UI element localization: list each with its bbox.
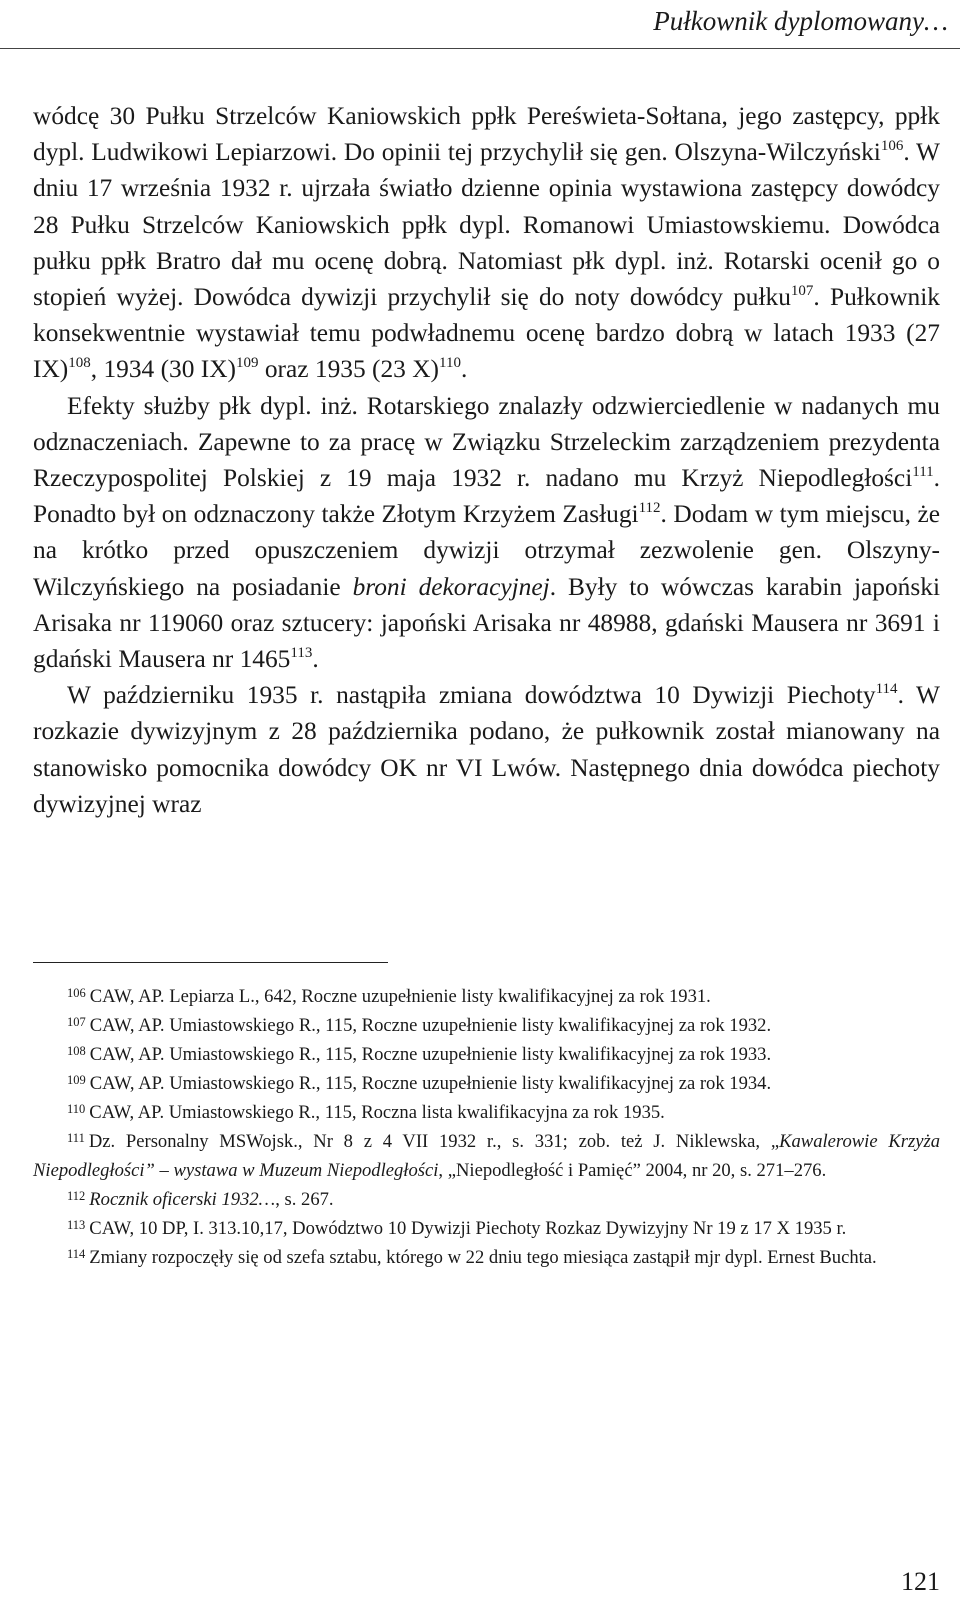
text-run: , s. 267. — [275, 1189, 334, 1210]
text-run: CAW, AP. Umiastowskiego R., 115, Roczne uzupełnienie listy kwalifikacyjnej za rok 1932. — [89, 1015, 772, 1036]
italic-text: Kawalerowie Krzyża Niepodległości” – wystawa w Muzeum Niepodległości — [33, 1131, 940, 1181]
text-run: Zmiany rozpoczęły się od szefa sztabu, którego w 22 dniu tego miesiąca zastąpił mjr dypl. Ernest Buchta. — [89, 1247, 877, 1268]
footnote-number: 107 — [67, 1015, 86, 1029]
footnote-ref: 113 — [290, 645, 313, 662]
text-run: . Dodam w tym miejscu, że na krótko przed opuszczeniem dywizji otrzymał zezwolenie gen. Olszyny-Wilczyńskiego na posiadanie — [33, 500, 940, 601]
text-run: CAW, AP. Umiastowskiego R., 115, Roczna lista kwalifikacyjna za rok 1935. — [89, 1102, 665, 1123]
body-text — [33, 98, 940, 822]
footnote-ref: 110 — [439, 355, 461, 372]
footnote — [33, 1011, 940, 1040]
footnotes — [33, 982, 940, 1272]
text-run: CAW, 10 DP, I. 313.10,17, Dowództwo 10 Dywizji Piechoty Rozkaz Dywizyjny Nr 19 z 17 X 1935 r. — [89, 1218, 847, 1239]
footnote-ref: 109 — [236, 355, 259, 372]
text-run: . W dniu 17 września 1932 r. ujrzała światło dzienne opinia wystawiona zastępcy dowódcy 28 Pułku Strzelców Kaniowskich ppłk dypl. Romanowi Umiastowskiemu. Dowódca pułku ppłk Bratro dał mu ocenę dobrą. Natomiast płk dypl. inż. Rotarski ocenił go o stopień wyżej. Dowódca dywizji przychylił się do noty dowódcy pułku — [33, 138, 941, 312]
footnote — [33, 982, 940, 1011]
footnote-separator — [33, 962, 388, 963]
text-run: CAW, AP. Umiastowskiego R., 115, Roczne uzupełnienie listy kwalifikacyjnej za rok 1933. — [89, 1044, 772, 1065]
footnote-ref: 106 — [880, 138, 904, 155]
running-head: Pułkownik dyplomowany… — [653, 6, 948, 36]
text-run: . Były to wówczas karabin japoński Arisaka nr 119060 oraz sztucery: japoński Arisaka nr 48988, gdański Mausera nr 3691 i gdański Mausera nr 1465 — [33, 572, 940, 674]
text-run: W październiku 1935 r. nastąpiła zmiana dowództwa 10 Dywizji Piechoty — [67, 681, 876, 710]
footnote — [33, 1098, 940, 1127]
footnote-number: 113 — [67, 1218, 86, 1232]
italic-text: broni dekoracyjnej — [352, 572, 550, 601]
text-run: Efekty służby płk dypl. inż. Rotarskiego znalazły odzwierciedlenie w nadanych mu odznaczeniach. Zapewne to za pracę w Związku Strzeleckim zarządzeniem prezydenta Rzeczypospolitej Polskiej z 19 maja 1932 r. nadano mu Krzyż Niepodległości — [33, 391, 940, 493]
footnote — [33, 1185, 940, 1214]
page-number: 121 — [901, 1567, 940, 1596]
footnote — [33, 1040, 940, 1069]
footnote-ref: 112 — [638, 500, 661, 517]
footnote-ref: 108 — [68, 355, 91, 372]
footnote — [33, 1214, 940, 1243]
footnote-number: 114 — [67, 1247, 86, 1261]
footnote-number: 112 — [67, 1189, 86, 1203]
footnote-number: 111 — [67, 1131, 85, 1145]
footnote-number: 108 — [67, 1044, 86, 1058]
text-run: wódcę 30 Pułku Strzelców Kaniowskich ppłk Pereświeta-Sołtana, jego zastępcy, ppłk dypl. Ludwikowi Lepiarzowi. Do opinii tej przychylił się gen. Olszyna-Wilczyński — [33, 102, 940, 167]
text-run: CAW, AP. Lepiarza L., 642, Roczne uzupełnienie listy kwalifikacyjnej za rok 1931. — [89, 986, 711, 1007]
text-run: CAW, AP. Umiastowskiego R., 115, Roczne uzupełnienie listy kwalifikacyjnej za rok 1934. — [89, 1073, 772, 1094]
text-run: . Pułkownik konsekwentnie wystawiał temu podwładnemu ocenę bardzo dobrą w latach 1933 (27 IX) — [33, 283, 940, 384]
text-run: Dz. Personalny MSWojsk., Nr 8 z 4 VII 1932 r., s. 331; zob. też J. Niklewska, „ — [88, 1131, 780, 1152]
footnote-number: 106 — [67, 986, 86, 1000]
footnote-ref: 107 — [790, 283, 814, 300]
paragraph — [33, 388, 940, 678]
text-run: . — [312, 645, 319, 674]
text-run: . — [460, 355, 468, 384]
footnote-number: 110 — [67, 1102, 86, 1116]
footnote — [33, 1127, 940, 1185]
footnote — [33, 1069, 940, 1098]
text-run: oraz 1935 (23 X) — [258, 355, 440, 384]
paragraph — [33, 98, 940, 388]
footnote-ref: 114 — [875, 681, 898, 698]
header-rule — [0, 48, 960, 49]
text-run: . W rozkazie dywizyjnym z 28 października podano, że pułkownik został mianowany na stanowisko pomocnika dowódcy OK nr VI Lwów. Następnego dnia dowódca piechoty dywizyjnej wraz — [33, 681, 940, 818]
text-run: , „Niepodległość i Pamięć” 2004, nr 20, s. 271–276. — [438, 1160, 827, 1181]
footnote — [33, 1243, 940, 1272]
footnote-ref: 111 — [912, 464, 934, 481]
text-run: . Ponadto był on odznaczony także Złotym Krzyżem Zasługi — [33, 464, 940, 529]
text-run: , 1934 (30 IX) — [90, 355, 237, 384]
italic-text: Rocznik oficerski 1932… — [89, 1189, 276, 1210]
footnote-number: 109 — [67, 1073, 86, 1087]
paragraph — [33, 677, 940, 822]
